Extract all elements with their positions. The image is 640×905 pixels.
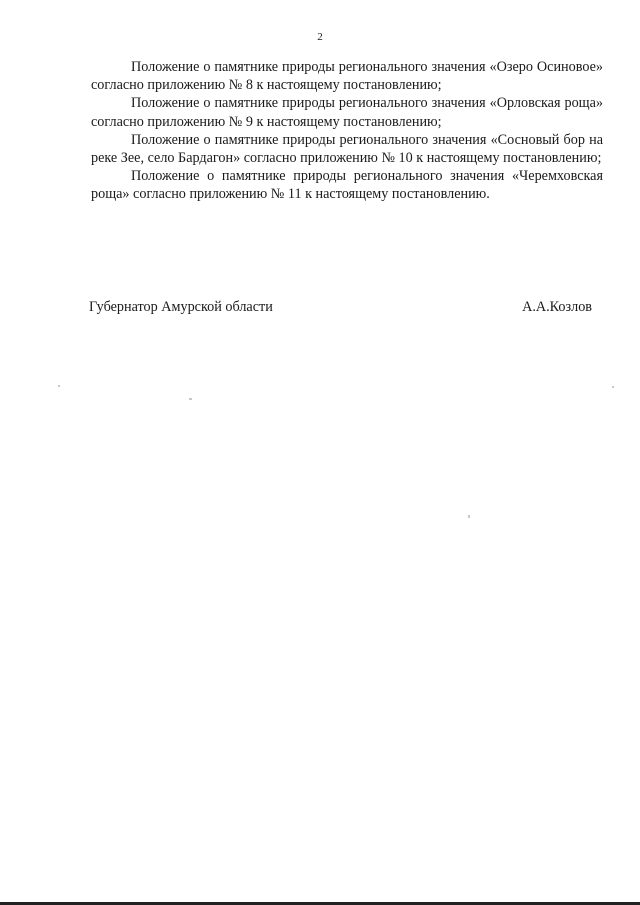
- document-body: [91, 58, 603, 204]
- signature-block: [89, 299, 592, 319]
- paragraph-appendix-8: Положение о памятнике природы регионального значения «Озеро Осиновое» согласно приложению № 8 к настоящему постановлению;: [91, 59, 603, 94]
- paragraph-appendix-11: Положение о памятнике природы регионального значения «Черемховская роща» согласно приложению № 11 к настоящему постановлению.: [91, 168, 603, 203]
- paragraph-appendix-9: Положение о памятнике природы регионального значения «Орловская роща» согласно приложению № 9 к настоящему постановлению;: [91, 95, 603, 130]
- scan-speck: [468, 515, 470, 518]
- scan-speck: [58, 385, 60, 387]
- paragraph-appendix-10: Положение о памятнике природы регионального значения «Сосновый бор на реке Зее, село Бардагон» согласно приложению № 10 к настоящему постановлению;: [91, 131, 603, 167]
- scan-speck: [612, 386, 614, 388]
- signer-position: Губернатор Амурской области: [89, 299, 273, 315]
- page-number: 2: [317, 31, 323, 43]
- scan-speck: [189, 398, 192, 400]
- signer-name: А.А.Козлов: [522, 299, 592, 315]
